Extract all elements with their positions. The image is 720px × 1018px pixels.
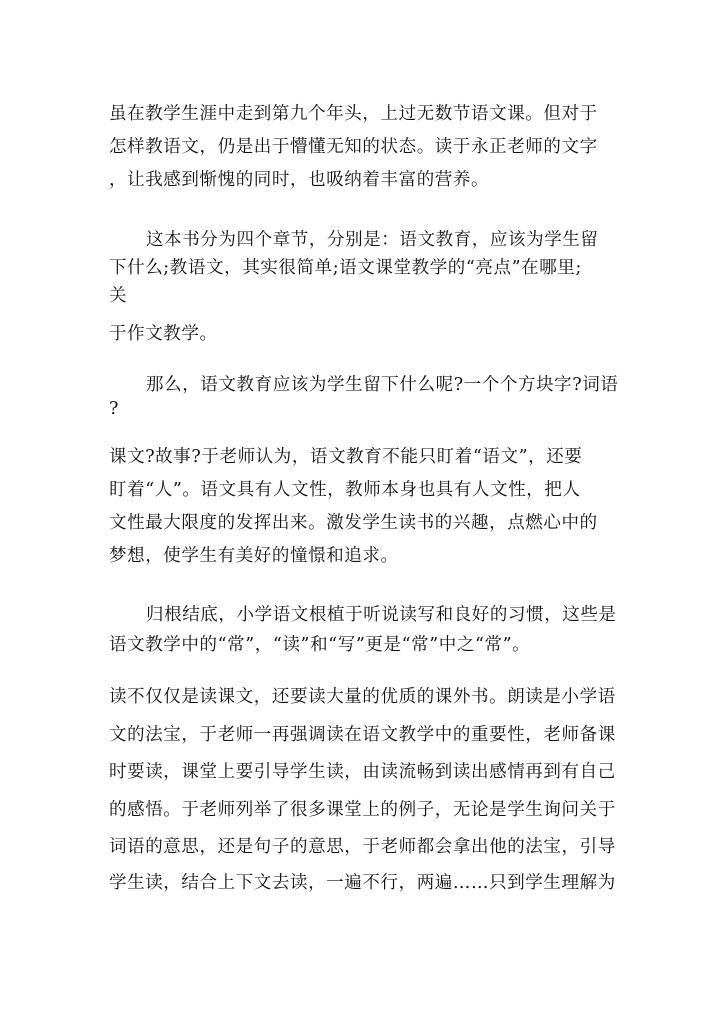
text-line: 这本书分为四个章节，分别是：语文教育，应该为学生留 — [146, 230, 599, 250]
text-line: 虽在教学生涯中走到第九个年头，上过无数节语文课。但对于 — [109, 104, 598, 124]
text-line: ，让我感到惭愧的同时，也吸纳着丰富的营养。 — [109, 170, 490, 190]
text-line: 词语的意思，还是句子的意思，于老师都会拿出他的法宝，引导 — [109, 837, 616, 857]
text-line: 课文?故事?于老师认为，语文教育不能只盯着“语文”，还要 — [109, 447, 583, 467]
text-line: 那么，语文教育应该为学生留下什么呢?一个个方块字?词语 — [146, 375, 619, 395]
text-line: 时要读，课堂上要引导学生读，由读流畅到读出感情再到有自己 — [109, 762, 616, 782]
text-line: 盯着“人”。语文具有人文性，教师本身也具有人文性，把人 — [109, 480, 581, 500]
text-line: ? — [109, 399, 119, 419]
text-line: 文性最大限度的发挥出来。激发学生读书的兴趣，点燃心中的 — [109, 513, 598, 533]
text-line: 梦想，使学生有美好的憧憬和追求。 — [109, 546, 399, 566]
text-line: 怎样教语文，仍是出于懵懂无知的状态。读于永正老师的文字 — [109, 137, 598, 157]
text-line: 文的法宝，于老师一再强调读在语文教学中的重要性，老师备课 — [109, 725, 616, 745]
text-line: 读不仅仅是读课文，还要读大量的优质的课外书。朗读是小学语 — [109, 687, 616, 707]
text-line: 学生读，结合上下文去读，一遍不行，两遍……只到学生理解为 — [109, 873, 616, 893]
text-line: 归根结底，小学语文根植于听说读写和良好的习惯，这些是 — [146, 605, 617, 625]
text-line: 下什么;教语文，其实很简单;语文课堂教学的“亮点”在哪里; — [109, 258, 582, 278]
text-line: 关 — [109, 286, 128, 306]
text-line: 的感悟。于老师列举了很多课堂上的例子，无论是学生询问关于 — [109, 800, 616, 820]
text-line: 语文教学中的“常”，“读”和“写”更是“常”中之“常”。 — [109, 635, 531, 655]
text-line: 于作文教学。 — [109, 324, 218, 344]
